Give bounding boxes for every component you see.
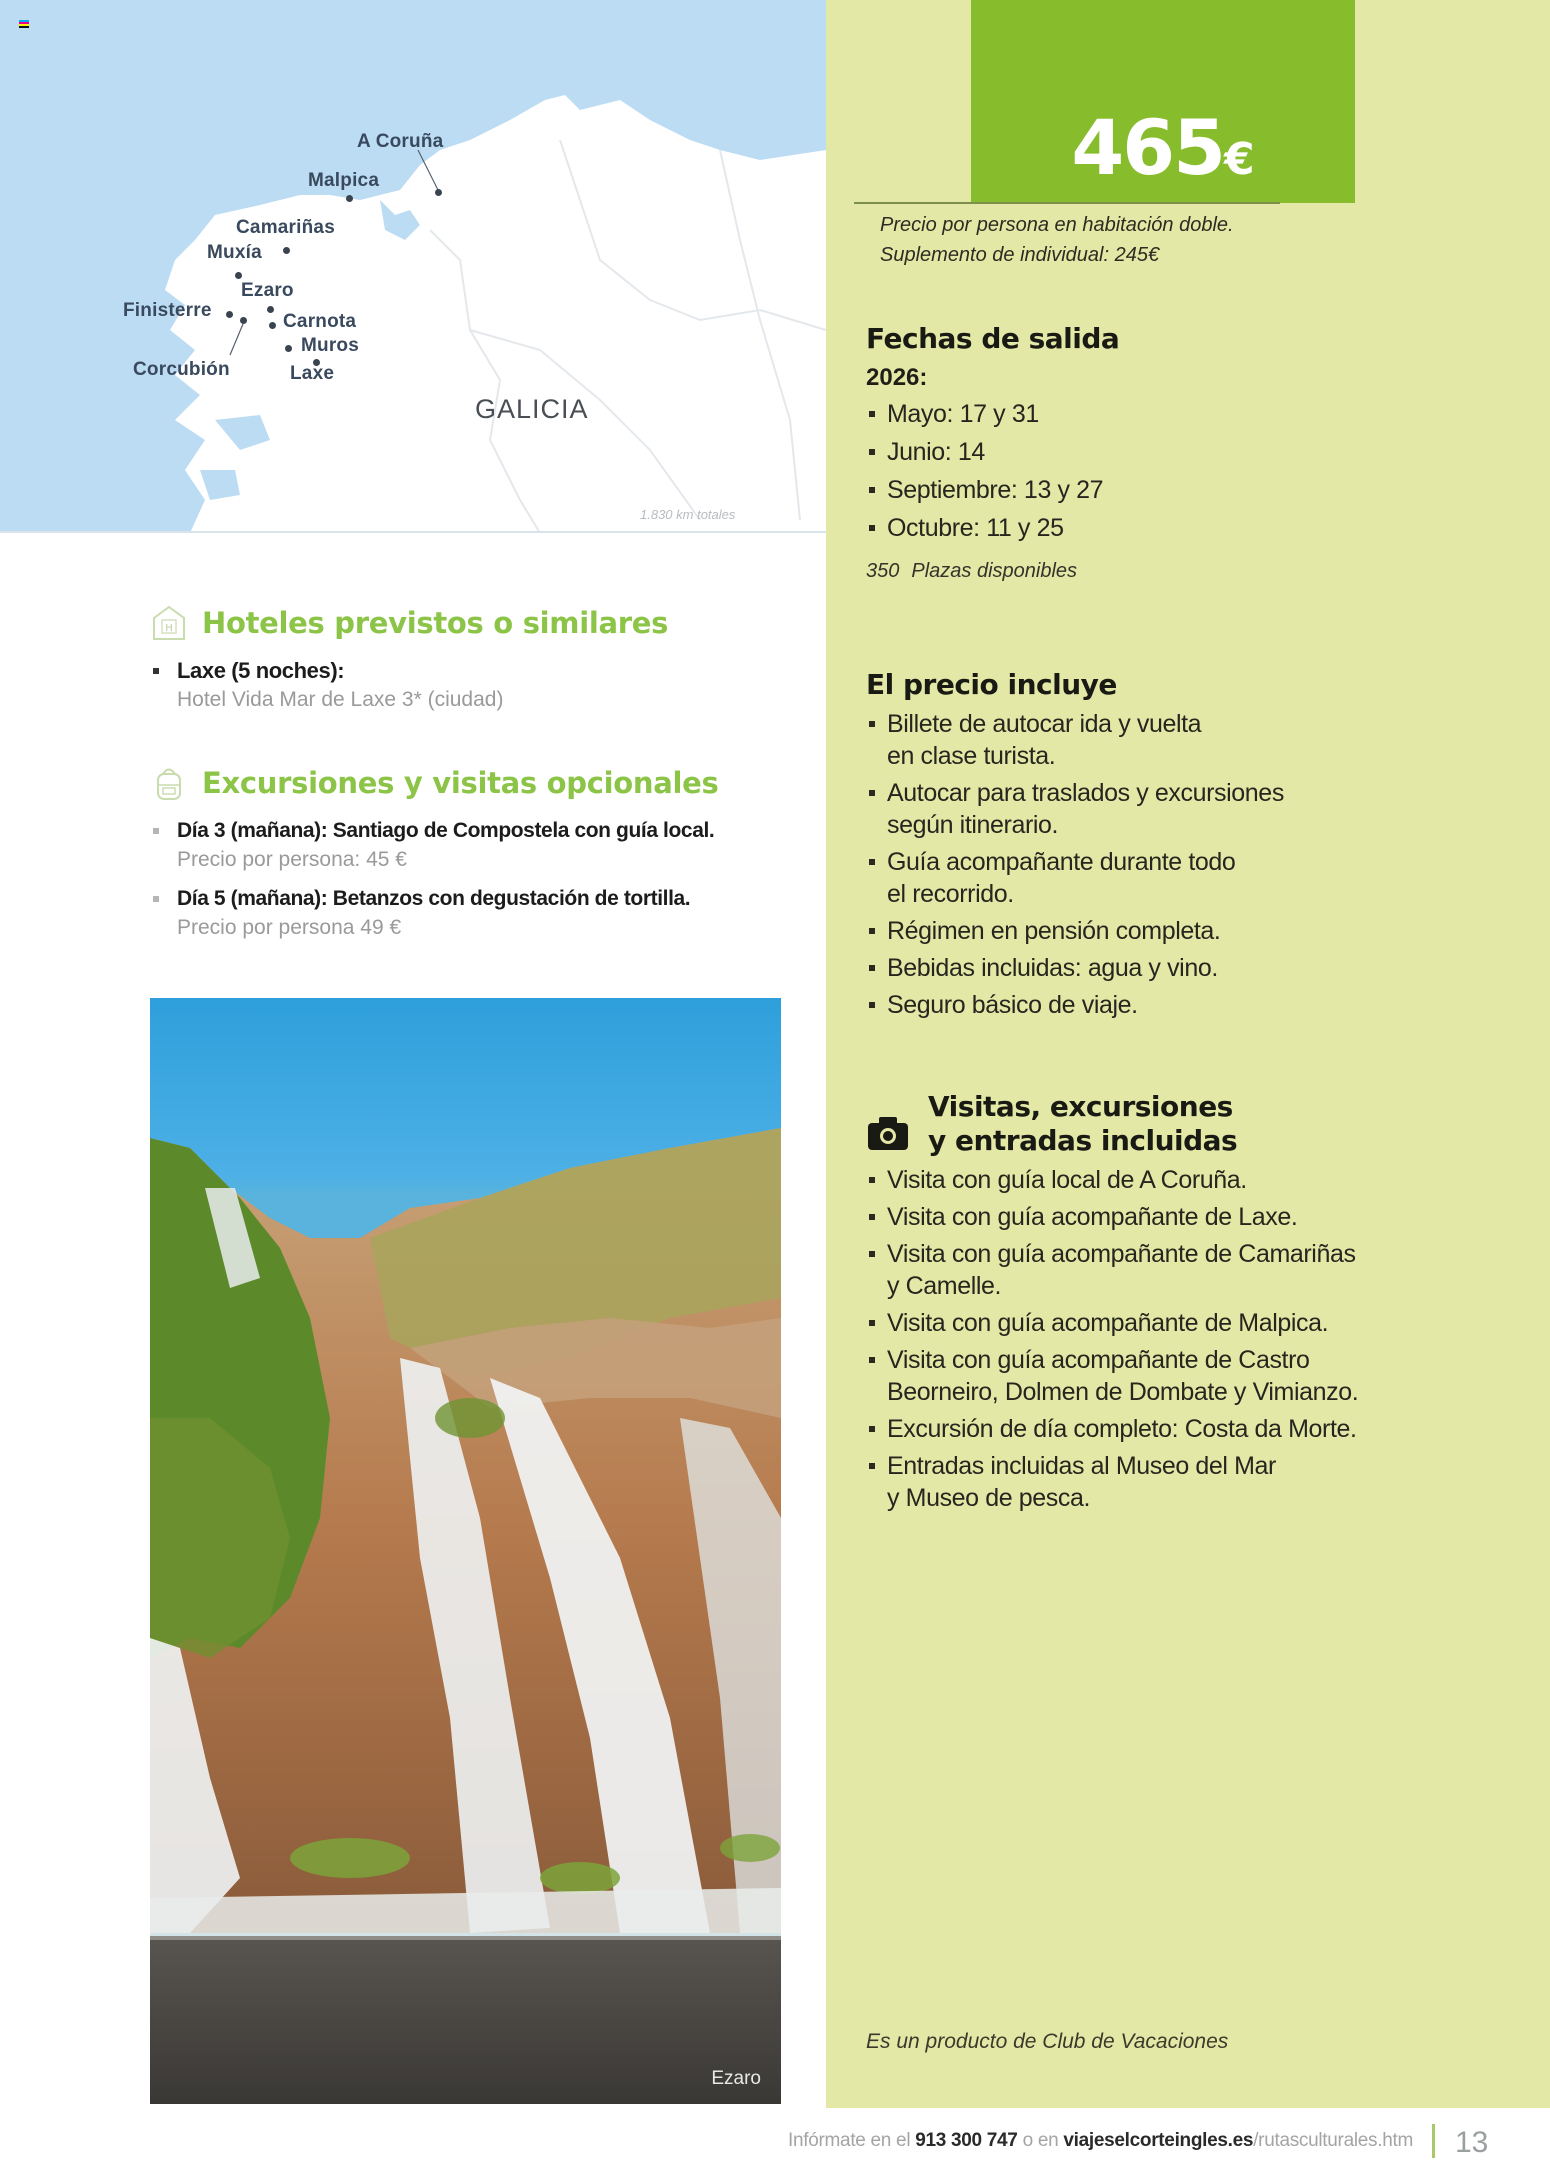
optional-excursion-item — [150, 816, 719, 874]
footer-site-path[interactable]: /rutasculturales.htm — [1253, 2130, 1413, 2151]
included-item: Autocar para traslados y excursiones según itinerario. — [866, 777, 1284, 841]
included-visits-heading-line1: Visitas, excursiones — [928, 1090, 1233, 1123]
map-dot — [346, 195, 353, 202]
page-footer — [0, 2124, 1550, 2164]
included-visit-item: Visita con guía acompañante de Castro Beorneiro, Dolmen de Dombate y Vimianzo. — [866, 1344, 1358, 1408]
map-distance-note: 1.830 km totales — [640, 507, 736, 522]
hotels-section — [150, 604, 668, 724]
map-label-carnota: Carnota — [283, 311, 357, 332]
route-map — [0, 0, 826, 533]
map-dot — [226, 311, 233, 318]
map-dot — [235, 272, 242, 279]
departure-date-item: Junio: 14 — [866, 436, 1119, 468]
included-visit-item: Excursión de día completo: Costa da Morte. — [866, 1413, 1358, 1445]
price-amount: 465 — [1071, 103, 1225, 192]
optional-excursion-price: Precio por persona 49 € — [177, 916, 402, 939]
hotels-heading: Hoteles previstos o similares — [202, 606, 669, 640]
price-includes-section — [866, 668, 1284, 1026]
included-visits-section — [866, 1090, 1358, 1519]
optional-excursion-title: Día 5 (mañana): Betanzos con degustación de tortilla. — [177, 887, 691, 910]
available-seats — [866, 560, 1119, 583]
optional-excursion-price: Precio por persona: 45 € — [177, 848, 407, 871]
optional-excursion-title: Día 3 (mañana): Santiago de Compostela con guía local. — [177, 819, 715, 842]
price-note-single-supplement: Suplemento de individual: 245€ — [880, 244, 1160, 266]
footer-prefix: Infórmate en el — [788, 2130, 916, 2151]
price-note — [880, 210, 1234, 270]
hotel-location: Laxe (5 noches): — [177, 658, 345, 683]
footer-site-link[interactable]: viajeselcorteingles.es — [1063, 2130, 1254, 2151]
optional-excursion-item — [150, 884, 719, 942]
backpack-icon — [150, 764, 188, 802]
included-item: Billete de autocar ida y vuelta en clase turista. — [866, 708, 1284, 772]
map-dot — [240, 317, 247, 324]
map-label-muros: Muros — [301, 335, 359, 356]
page-number: 13 — [1455, 2126, 1489, 2159]
included-item: Bebidas incluidas: agua y vino. — [866, 952, 1284, 984]
map-label-finisterre: Finisterre — [123, 300, 212, 321]
price-includes-heading: El precio incluye — [866, 668, 1117, 701]
map-dot — [267, 306, 274, 313]
footer-contact — [788, 2130, 1413, 2152]
footer-phone[interactable]: 913 300 747 — [915, 2130, 1018, 2151]
svg-text:H: H — [165, 623, 173, 634]
print-color-bar — [19, 20, 29, 29]
waterfall-illustration — [150, 998, 781, 2104]
available-seats-label: Plazas disponibles — [911, 560, 1078, 582]
map-dot — [283, 247, 290, 254]
hotel-item — [150, 656, 668, 714]
map-label-muxia: Muxía — [207, 242, 262, 263]
map-dot — [285, 345, 292, 352]
included-item: Guía acompañante durante todo el recorrido. — [866, 846, 1284, 910]
map-region-label: GALICIA — [475, 394, 589, 424]
departure-date-item: Septiembre: 13 y 27 — [866, 474, 1119, 506]
departure-year: 2026: — [866, 364, 928, 391]
included-visit-item: Entradas incluidas al Museo del Mar y Museo de pesca. — [866, 1450, 1358, 1514]
map-dot — [435, 189, 442, 196]
map-label-corcubion: Corcubión — [133, 359, 230, 380]
departure-dates-section — [866, 322, 1119, 583]
map-label-ezaro: Ezaro — [241, 280, 294, 301]
camera-icon — [866, 1114, 910, 1152]
galicia-land-shape — [0, 0, 826, 533]
trip-info-panel — [826, 0, 1550, 2108]
departure-dates-heading: Fechas de salida — [866, 322, 1120, 355]
included-visit-item: Visita con guía acompañante de Camariñas y Camelle. — [866, 1238, 1358, 1302]
map-label-a-coruna: A Coruña — [357, 131, 444, 152]
optional-excursions-heading: Excursiones y visitas opcionales — [202, 766, 719, 800]
included-visits-heading-line2: y entradas incluidas — [928, 1124, 1238, 1157]
included-visit-item: Visita con guía local de A Coruña. — [866, 1164, 1358, 1196]
price-box — [971, 0, 1355, 203]
available-seats-number: 350 — [866, 560, 900, 582]
optional-excursions-section — [150, 764, 719, 952]
included-visit-item: Visita con guía acompañante de Laxe. — [866, 1201, 1358, 1233]
price-note-double-room: Precio por persona en habitación doble. — [880, 214, 1234, 236]
included-item: Seguro básico de viaje. — [866, 989, 1284, 1021]
price-currency: € — [1224, 134, 1255, 185]
price-divider — [854, 202, 1280, 204]
map-label-laxe: Laxe — [290, 363, 335, 384]
map-dot — [269, 322, 276, 329]
map-label-camarinas: Camariñas — [236, 217, 335, 238]
footer-middle: o en — [1017, 2130, 1064, 2151]
price-value — [971, 103, 1355, 192]
included-visit-item: Visita con guía acompañante de Malpica. — [866, 1307, 1358, 1339]
departure-date-item: Octubre: 11 y 25 — [866, 512, 1119, 544]
included-item: Régimen en pensión completa. — [866, 915, 1284, 947]
photo-caption: Ezaro — [711, 2068, 761, 2089]
departure-date-item: Mayo: 17 y 31 — [866, 398, 1119, 430]
footer-divider — [1432, 2124, 1435, 2158]
club-vacaciones-note: Es un producto de Club de Vacaciones — [866, 2030, 1229, 2053]
hotel-name: Hotel Vida Mar de Laxe 3* (ciudad) — [177, 688, 504, 711]
map-label-malpica: Malpica — [308, 170, 380, 191]
hotel-icon — [150, 604, 188, 642]
ezaro-waterfall-photo — [150, 998, 781, 2104]
